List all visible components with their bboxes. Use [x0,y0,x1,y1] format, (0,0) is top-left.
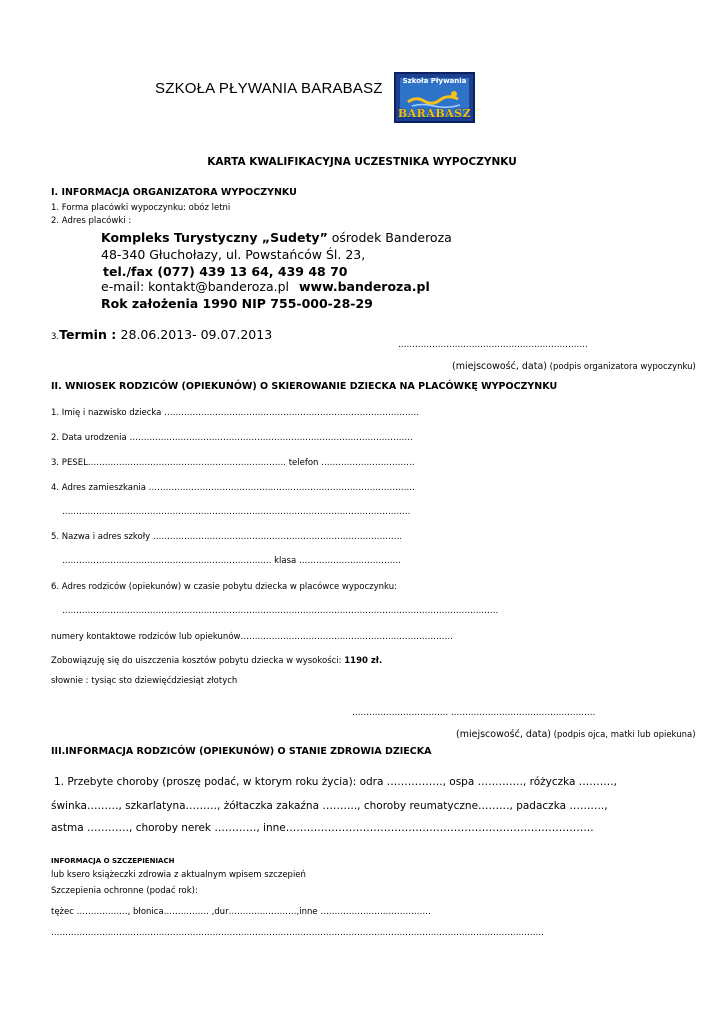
form-type-line: 1. Forma placówki wypoczynku: obóz letni [51,203,231,213]
section-2-heading: II. WNIOSEK RODZICÓW (OPIEKUNÓW) O SKIEROWANIE DZIECKA NA PLACÓWKĘ WYPOCZYNKU [51,381,558,392]
school-class-field: ……………………………………………………………….. klasa ……………………………… [62,556,401,566]
parent-signature-caption [456,722,696,741]
website-link[interactable]: www.banderoza.pl [299,279,430,294]
vaccination-note: lub ksero książeczki zdrowia z aktualnym wpisem szczepień [51,870,306,880]
term-value: 28.06.2013- 09.07.2013 [120,327,273,342]
cost-text: Zobowiązuję się do uiszczenia kosztów pobytu dziecka w wysokości: [51,656,345,666]
logo-bottom-text: BARABASZ [397,107,472,120]
parents-phone-field: numery kontaktowe rodziców lub opiekunów………………………………………………………………… [51,632,453,642]
term-label: Termin : [59,327,121,342]
child-name-field: 1. Imię i nazwisko dziecka ……………………………………………………………………………… [51,408,420,418]
home-address-field-cont: …………………………………………………………………………………………………………… [62,507,411,517]
parent-signature-line: ……………………………. …………………………………………… [352,708,596,718]
parent-place-date-caption: (miejscowość, data) [456,729,551,740]
organizer-signature-line: …………………………………………………………. [398,340,588,350]
phone-fax-line: tel./fax (077) 439 13 64, 439 48 70 [103,264,348,279]
address-line-2: 48-340 Głuchołazy, ul. Powstańców Śl. 23, [101,247,366,262]
parents-address-field: ………………………………………………………………………………………………………………………………………. [62,606,499,616]
cost-commitment-line [51,656,382,666]
document-title: KARTA KWALIFIKACYJNA UCZESTNIKA WYPOCZYNKU [207,156,517,168]
complex-desc: ośrodek Banderoza [327,230,452,245]
term-line [51,324,272,343]
founded-nip-line: Rok założenia 1990 NIP 755-000-28-29 [101,296,373,311]
school-logo [394,72,475,123]
cost-amount: 1190 zł. [344,656,383,666]
address-line-1 [101,230,452,245]
diseases-line-1: 1. Przebyte choroby (proszę podać, w ktorym roku życia): odra ……………., ospa …………., różyczka ………., [54,776,617,788]
section-1-heading: I. INFORMACJA ORGANIZATORA WYPOCZYNKU [51,187,297,198]
email-line: e-mail: kontakt@banderoza.pl [101,279,289,294]
diseases-line-2: świnka………, szkarlatyna………, żółtaczka zakaźna ………., choroby reumatyczne………, padaczka ………., [51,800,608,812]
vaccination-fields: tężec ………………, błonica……………. ,dur……………………,inne ………………………………… [51,907,431,917]
home-address-field: 4. Adres zamieszkania …………………………………………………………………………………. [51,483,415,493]
organizer-signature-caption [452,354,696,373]
cost-in-words: słownie : tysiąc sto dziewięćdziesiąt złotych [51,676,238,686]
birth-date-field: 2. Data urodzenia ………………………………………………………………………………………. [51,433,413,443]
address-label: 2. Adres placówki : [51,216,132,226]
section-3-heading: III.INFORMACJA RODZICÓW (OPIEKUNÓW) O STANIE ZDROWIA DZIECKA [51,746,432,757]
pesel-phone-field: 3. PESEL……………………………………………………………. telefon …………………………… [51,458,415,468]
term-number: 3. [51,332,60,342]
parent-caption: (podpis ojca, matki lub opiekuna) [550,730,696,740]
swimmer-icon [406,88,464,108]
vaccination-heading: INFORMACJA O SZCZEPIENIACH [51,857,175,865]
place-date-caption: (miejscowość, data) [452,361,547,372]
complex-name: Kompleks Turystyczny „Sudety” [101,230,328,245]
school-field: 5. Nazwa i adres szkoły ……………………………………………………………………………. [51,532,403,542]
school-name: SZKOŁA PŁYWANIA BARABASZ [155,80,383,97]
logo-top-text: Szkoła Pływania [402,77,467,85]
vaccination-extra-line: ………………………………………………………………………………………………………………………………………………………… [51,928,544,938]
vaccination-label: Szczepienia ochronne (podać rok): [51,886,198,896]
organizer-caption: (podpis organizatora wypoczynku) [546,362,696,372]
diseases-line-3: astma …………, choroby nerek …………, inne……………………………………………………………………………. [51,822,594,834]
parents-address-label: 6. Adres rodziców (opiekunów) w czasie pobytu dziecka w placówce wypoczynku: [51,582,397,592]
